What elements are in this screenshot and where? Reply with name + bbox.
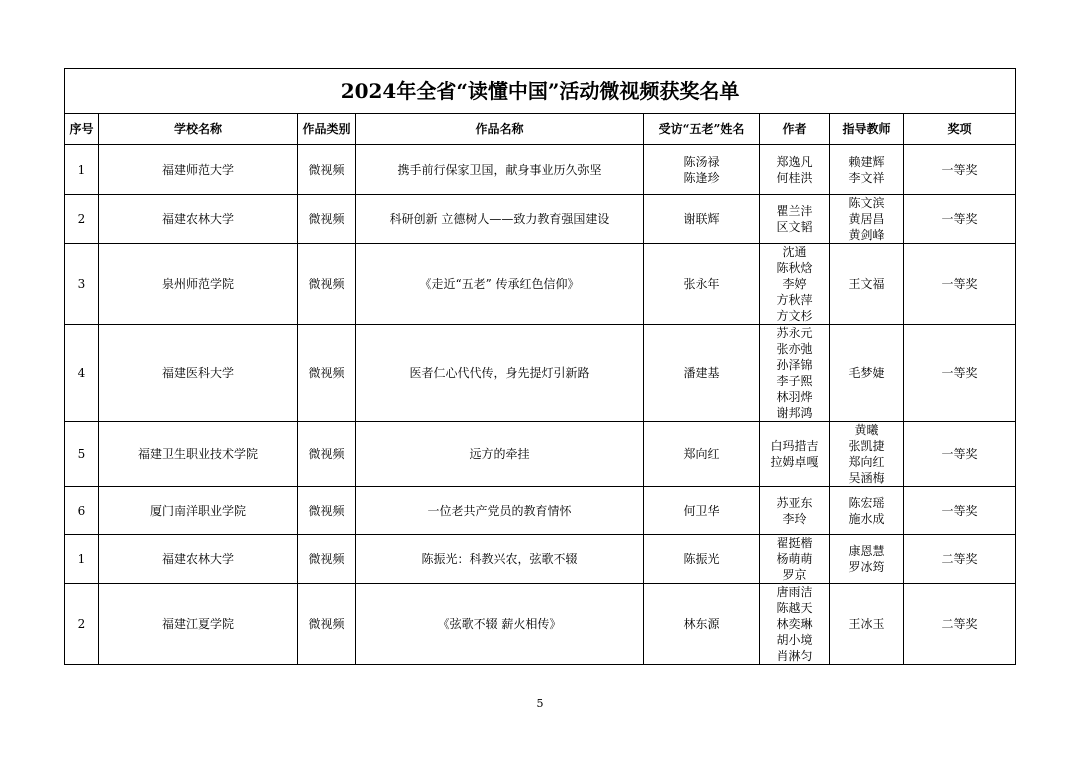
cell-authors — [760, 244, 830, 325]
name-line: 林奕琳 — [776, 617, 813, 631]
name-line: 区文韬 — [776, 220, 813, 234]
cell-seq: 1 — [65, 145, 99, 195]
table-row — [65, 244, 1016, 325]
table-row — [65, 145, 1016, 195]
cell-work: 陈振光：科教兴农，弦歌不辍 — [356, 535, 644, 584]
name-line: 陈宏瑶 — [848, 495, 885, 510]
cell-category: 微视频 — [298, 422, 356, 487]
name-line: 白玛措吉 — [770, 439, 819, 453]
cell-seq: 3 — [65, 244, 99, 325]
cell-category: 微视频 — [298, 487, 356, 535]
name-line: 王文福 — [848, 277, 885, 291]
table-row — [65, 584, 1016, 665]
cell-interviewee — [644, 487, 760, 535]
cell-seq: 2 — [65, 584, 99, 665]
table-row — [65, 535, 1016, 584]
cell-category: 微视频 — [298, 325, 356, 422]
cell-school: 福建江夏学院 — [99, 584, 298, 665]
name-line: 杨萌萌 — [776, 552, 813, 566]
cell-authors — [760, 325, 830, 422]
name-line: 林羽烨 — [776, 390, 813, 404]
name-line: 康恩慧 — [848, 544, 885, 558]
name-line: 拉姆卓嘎 — [770, 455, 819, 469]
name-line: 胡小境 — [776, 633, 813, 647]
cell-interviewee — [644, 145, 760, 195]
table-row — [65, 325, 1016, 422]
cell-award: 一等奖 — [904, 145, 1016, 195]
cell-school: 厦门南洋职业学院 — [99, 487, 298, 535]
title-row — [65, 69, 1016, 114]
cell-school: 福建农林大学 — [99, 535, 298, 584]
name-line: 郑逸凡 — [776, 154, 813, 169]
cell-category: 微视频 — [298, 244, 356, 325]
name-line: 黄居昌 — [848, 212, 885, 226]
name-line: 林东源 — [683, 617, 720, 631]
name-line: 唐雨洁 — [776, 585, 813, 599]
cell-seq: 6 — [65, 487, 99, 535]
name-line: 谢邦鸿 — [776, 406, 813, 420]
header-authors: 作者 — [760, 114, 830, 145]
name-line: 方秋萍 — [776, 293, 813, 307]
cell-work: 携手前行保家卫国，献身事业历久弥坚 — [356, 145, 644, 195]
name-line: 孙泽锦 — [776, 358, 813, 372]
name-line: 李文祥 — [848, 170, 885, 185]
header-teachers: 指导教师 — [830, 114, 904, 145]
header-award: 奖项 — [904, 114, 1016, 145]
cell-category: 微视频 — [298, 145, 356, 195]
cell-teachers — [830, 584, 904, 665]
name-line: 李玲 — [782, 511, 807, 526]
cell-category: 微视频 — [298, 195, 356, 244]
table-row — [65, 487, 1016, 535]
name-line: 何桂洪 — [776, 170, 813, 185]
cell-school: 福建卫生职业技术学院 — [99, 422, 298, 487]
cell-teachers — [830, 325, 904, 422]
name-line: 施水成 — [848, 511, 885, 526]
name-line: 谢联辉 — [683, 212, 720, 226]
cell-award: 二等奖 — [904, 584, 1016, 665]
cell-interviewee — [644, 584, 760, 665]
cell-work: 科研创新 立德树人——致力教育强国建设 — [356, 195, 644, 244]
cell-teachers — [830, 535, 904, 584]
cell-authors — [760, 145, 830, 195]
cell-authors — [760, 584, 830, 665]
name-line: 何卫华 — [683, 503, 720, 518]
cell-work: 远方的牵挂 — [356, 422, 644, 487]
name-line: 罗京 — [782, 568, 807, 582]
name-line: 瞿兰沣 — [776, 204, 813, 218]
table-row — [65, 195, 1016, 244]
cell-authors — [760, 487, 830, 535]
header-row — [65, 114, 1016, 145]
name-line: 陈秋焓 — [776, 261, 813, 275]
cell-teachers — [830, 195, 904, 244]
name-line: 苏永元 — [776, 326, 813, 340]
cell-seq: 5 — [65, 422, 99, 487]
cell-teachers — [830, 487, 904, 535]
cell-teachers — [830, 145, 904, 195]
name-line: 张凯捷 — [848, 439, 885, 453]
header-seq: 序号 — [65, 114, 99, 145]
cell-award: 二等奖 — [904, 535, 1016, 584]
award-table — [64, 68, 1016, 665]
name-line: 李婷 — [782, 277, 807, 291]
name-line: 沈通 — [782, 245, 807, 259]
name-line: 张永年 — [683, 277, 720, 291]
name-line: 潘建基 — [683, 366, 720, 380]
cell-interviewee — [644, 422, 760, 487]
cell-work: 医者仁心代代传，身先提灯引新路 — [356, 325, 644, 422]
table-row — [65, 422, 1016, 487]
name-line: 陈逢珍 — [683, 170, 720, 185]
name-line: 赖建辉 — [848, 154, 885, 169]
cell-school: 福建师范大学 — [99, 145, 298, 195]
cell-work: 《弦歌不辍 薪火相传》 — [356, 584, 644, 665]
name-line: 李子熙 — [776, 374, 813, 388]
header-school: 学校名称 — [99, 114, 298, 145]
cell-authors — [760, 422, 830, 487]
name-line: 苏亚东 — [776, 495, 813, 510]
name-line: 郑向红 — [683, 447, 720, 461]
name-line: 翟挺楷 — [776, 536, 813, 550]
cell-interviewee — [644, 325, 760, 422]
cell-interviewee — [644, 195, 760, 244]
name-line: 吴涵梅 — [848, 471, 885, 485]
name-line: 肖淋匀 — [776, 649, 813, 663]
name-line: 陈越天 — [776, 601, 813, 615]
name-line: 郑向红 — [848, 455, 885, 469]
cell-category: 微视频 — [298, 584, 356, 665]
name-line: 毛梦婕 — [848, 366, 885, 380]
name-line: 黄曦 — [854, 423, 879, 437]
cell-teachers — [830, 244, 904, 325]
header-interviewee: 受访“五老”姓名 — [644, 114, 760, 145]
cell-award: 一等奖 — [904, 422, 1016, 487]
name-line: 罗冰筠 — [848, 560, 885, 574]
cell-seq: 2 — [65, 195, 99, 244]
cell-award: 一等奖 — [904, 325, 1016, 422]
cell-work: 一位老共产党员的教育情怀 — [356, 487, 644, 535]
cell-award: 一等奖 — [904, 244, 1016, 325]
cell-authors — [760, 535, 830, 584]
header-work: 作品名称 — [356, 114, 644, 145]
cell-school: 泉州师范学院 — [99, 244, 298, 325]
page-number: 5 — [536, 697, 544, 710]
name-line: 王冰玉 — [848, 617, 885, 631]
table-title: 2024年全省“读懂中国”活动微视频获奖名单 — [65, 69, 1016, 114]
cell-award: 一等奖 — [904, 487, 1016, 535]
name-line: 方文杉 — [776, 309, 813, 323]
cell-school: 福建医科大学 — [99, 325, 298, 422]
name-line: 陈振光 — [683, 552, 720, 566]
name-line: 陈文滨 — [848, 196, 885, 210]
cell-interviewee — [644, 244, 760, 325]
name-line: 张亦弛 — [776, 342, 813, 356]
cell-award: 一等奖 — [904, 195, 1016, 244]
cell-school: 福建农林大学 — [99, 195, 298, 244]
cell-teachers — [830, 422, 904, 487]
cell-seq: 1 — [65, 535, 99, 584]
header-category: 作品类别 — [298, 114, 356, 145]
cell-interviewee — [644, 535, 760, 584]
cell-category: 微视频 — [298, 535, 356, 584]
cell-authors — [760, 195, 830, 244]
name-line: 黄剑峰 — [848, 228, 885, 242]
cell-seq: 4 — [65, 325, 99, 422]
cell-work: 《走近“五老” 传承红色信仰》 — [356, 244, 644, 325]
name-line: 陈汤禄 — [683, 154, 720, 169]
